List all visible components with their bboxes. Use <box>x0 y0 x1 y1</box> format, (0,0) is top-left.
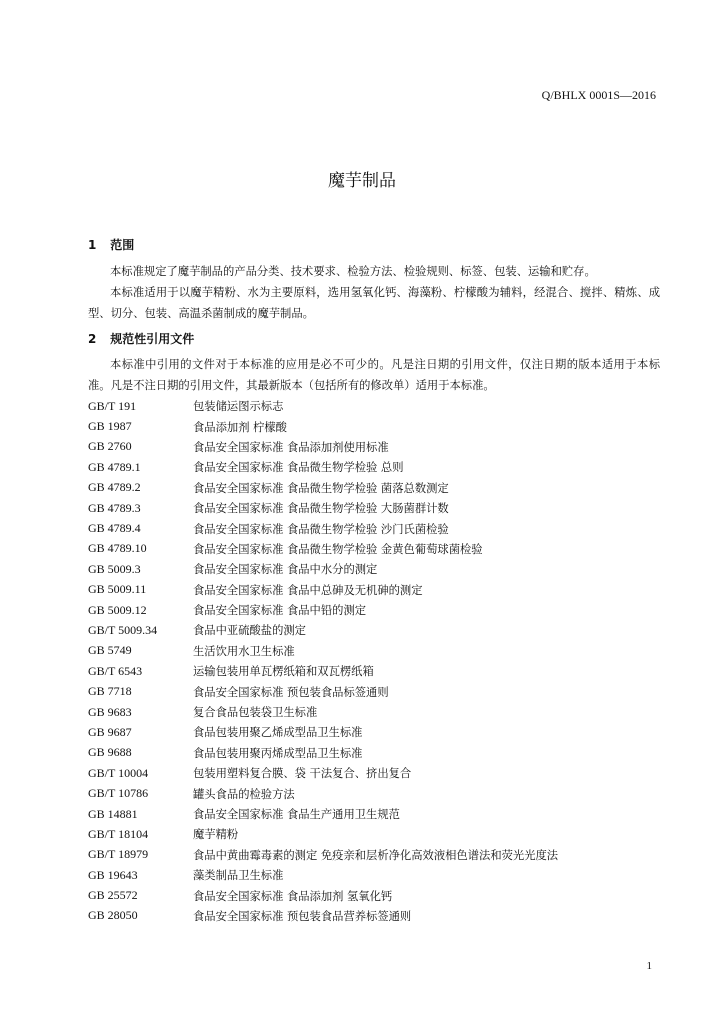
reference-row <box>88 600 648 620</box>
reference-title: 食品安全国家标准 食品中总砷及无机砷的测定 <box>193 583 423 597</box>
reference-row <box>88 722 648 742</box>
reference-title: 魔芋精粉 <box>193 828 239 842</box>
reference-title: 食品安全国家标准 食品微生物学检验 总则 <box>193 461 404 475</box>
reference-title: 食品安全国家标准 食品生产通用卫生规范 <box>193 808 400 821</box>
section-number: 2 <box>88 332 97 346</box>
reference-title: 食品安全国家标准 食品中铅的测定 <box>193 604 367 618</box>
reference-row <box>88 539 648 559</box>
reference-code: GB 9683 <box>88 704 132 719</box>
reference-code: GB 25572 <box>88 888 138 903</box>
document-code: Q/BHLX 0001S—2016 <box>541 88 656 102</box>
reference-code: GB/T 18104 <box>88 826 149 841</box>
reference-code: GB/T 10786 <box>88 786 149 801</box>
reference-code: GB 4789.2 <box>88 480 141 495</box>
reference-row <box>88 396 648 416</box>
reference-row <box>88 661 648 681</box>
reference-title: 食品安全国家标准 食品微生物学检验 沙门氏菌检验 <box>193 522 449 536</box>
reference-title: 生活饮用水卫生标准 <box>193 644 295 658</box>
reference-code: GB 1987 <box>88 419 132 434</box>
reference-row <box>88 906 648 926</box>
reference-row <box>88 416 648 436</box>
reference-row <box>88 620 648 640</box>
reference-row <box>88 457 648 477</box>
reference-row <box>88 559 648 579</box>
reference-row <box>88 783 648 803</box>
reference-code: GB 9687 <box>88 724 132 739</box>
reference-row <box>88 437 648 457</box>
reference-row <box>88 478 648 498</box>
reference-title: 食品安全国家标准 食品添加剂使用标准 <box>193 440 389 454</box>
section-title: 规范性引用文件 <box>110 332 195 346</box>
reference-row <box>88 885 648 905</box>
reference-row <box>88 518 648 538</box>
reference-code: GB 28050 <box>88 908 138 923</box>
reference-row <box>88 580 648 600</box>
reference-title: 藻类制品卫生标准 <box>193 869 284 883</box>
reference-code: GB/T 6543 <box>88 663 143 678</box>
reference-row <box>88 702 648 722</box>
reference-code: GB/T 5009.34 <box>88 622 158 637</box>
reference-code: GB 9688 <box>88 745 132 760</box>
reference-code: GB 2760 <box>88 439 132 454</box>
reference-code: GB 7718 <box>88 684 132 699</box>
page-number: 1 <box>646 960 652 972</box>
reference-title: 食品添加剂 柠檬酸 <box>193 420 287 434</box>
reference-title: 包装用塑料复合膜、袋 干法复合、挤出复合 <box>193 767 412 781</box>
reference-title: 食品安全国家标准 预包装食品营养标签通则 <box>193 909 412 923</box>
section-1-heading <box>88 236 134 253</box>
reference-code: GB 5009.11 <box>88 582 147 597</box>
reference-title: 食品安全国家标准 食品微生物学检验 金黄色葡萄球菌检验 <box>193 542 483 556</box>
reference-row <box>88 641 648 661</box>
reference-code: GB 4789.1 <box>88 459 141 474</box>
reference-row <box>88 743 648 763</box>
reference-row <box>88 865 648 885</box>
reference-title: 食品包装用聚丙烯成型品卫生标准 <box>193 746 363 760</box>
reference-title: 包装储运图示标志 <box>193 400 284 414</box>
reference-row <box>88 845 648 865</box>
reference-title: 复合食品包装袋卫生标准 <box>193 706 318 720</box>
reference-title: 罐头食品的检验方法 <box>193 787 295 801</box>
reference-code: GB 19643 <box>88 867 138 882</box>
reference-row <box>88 681 648 701</box>
reference-code: GB 5009.3 <box>88 561 141 576</box>
reference-code: GB 5749 <box>88 643 132 658</box>
reference-title: 食品安全国家标准 食品微生物学检验 大肠菌群计数 <box>193 502 449 516</box>
reference-title: 食品安全国家标准 食品微生物学检验 菌落总数测定 <box>193 481 449 495</box>
reference-code: GB/T 191 <box>88 398 137 413</box>
reference-code: GB 4789.10 <box>88 541 147 556</box>
reference-code: GB/T 10004 <box>88 765 149 780</box>
references-intro: 本标准中引用的文件对于本标准的应用是必不可少的。凡是注日期的引用文件，仅注日期的版本适用于本标准。凡是不注日期的引用文件，其最新版本（包括所有的修改单）适用于本标准。 <box>88 358 660 392</box>
reference-title: 食品中亚硫酸盐的测定 <box>193 624 306 638</box>
scope-paragraph-1: 本标准规定了魔芋制品的产品分类、技术要求、检验方法、检验规则、标签、包装、运输和贮存。 <box>110 265 596 278</box>
reference-code: GB 4789.4 <box>88 521 141 536</box>
page-title: 魔芋制品 <box>328 171 396 191</box>
reference-row <box>88 498 648 518</box>
reference-code: GB/T 18979 <box>88 847 149 862</box>
reference-code: GB 5009.12 <box>88 602 147 617</box>
reference-title: 食品中黄曲霉毒素的测定 免疫亲和层析净化高效液相色谱法和荧光光度法 <box>193 848 559 862</box>
reference-row <box>88 763 648 783</box>
section-number: 1 <box>88 238 97 252</box>
reference-title: 食品安全国家标准 食品中水分的测定 <box>193 563 378 577</box>
reference-title: 食品安全国家标准 食品添加剂 氢氧化钙 <box>193 889 393 903</box>
reference-row <box>88 804 648 824</box>
reference-list <box>88 396 648 926</box>
section-title: 范围 <box>110 238 135 252</box>
section-2-heading <box>88 330 194 347</box>
reference-title: 运输包装用单瓦楞纸箱和双瓦楞纸箱 <box>193 665 374 679</box>
reference-row <box>88 824 648 844</box>
reference-title: 食品安全国家标准 预包装食品标签通则 <box>193 685 389 699</box>
reference-code: GB 14881 <box>88 806 138 821</box>
reference-title: 食品包装用聚乙烯成型品卫生标准 <box>193 726 363 740</box>
reference-code: GB 4789.3 <box>88 500 141 515</box>
scope-paragraph-2: 本标准适用于以魔芋精粉、水为主要原料，选用氢氧化钙、海藻粉、柠檬酸为辅料，经混合、搅拌、精炼、成型、切分、包装、高温杀菌制成的魔芋制品。 <box>88 286 660 320</box>
